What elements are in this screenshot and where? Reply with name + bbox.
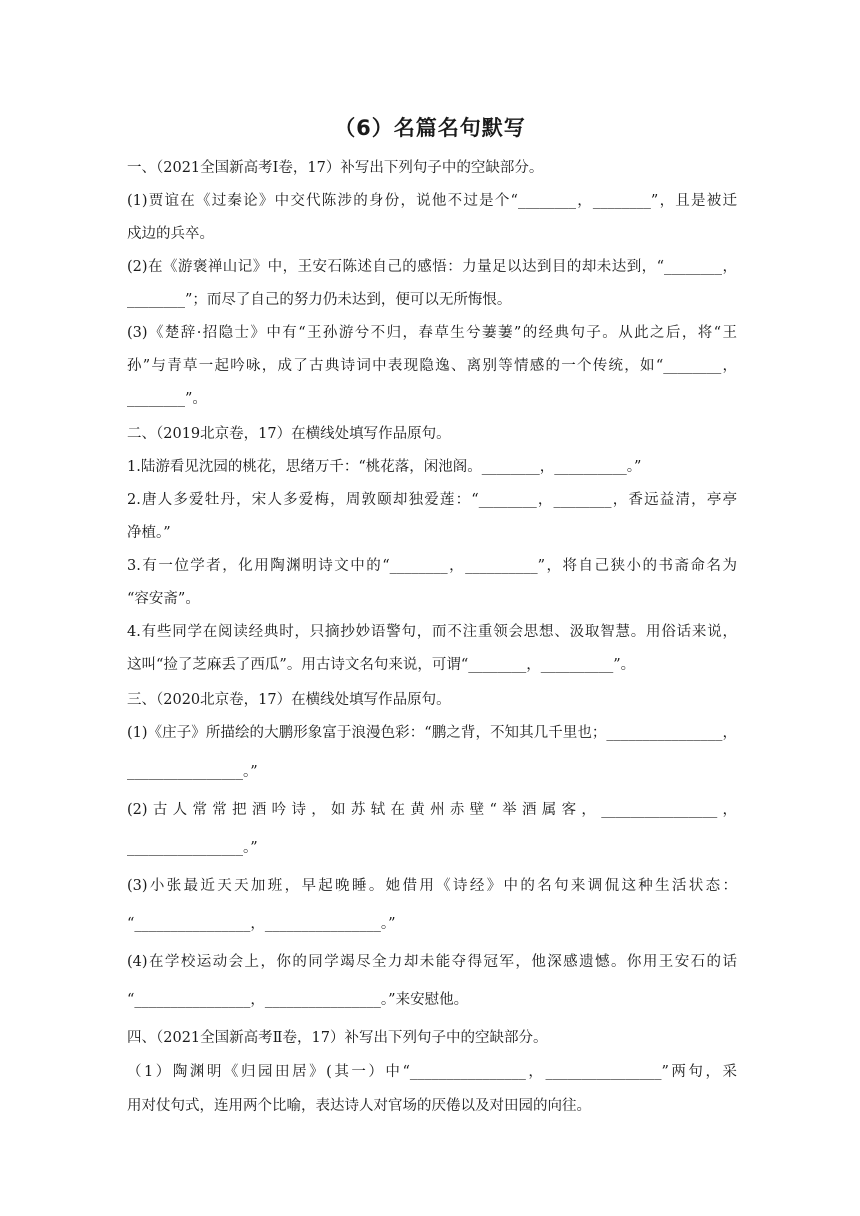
question-line: (3)小张最近天天加班，早起晚睡。她借用《诗经》中的名句来调侃这种生活状态： <box>127 878 737 894</box>
question-line: ________”。 <box>127 391 207 407</box>
question-line: ________________。” <box>127 840 258 856</box>
question-line: “容安斋”。 <box>127 591 200 607</box>
question-line: (4)在学校运动会上，你的同学竭尽全力却未能夺得冠军，他深感遗憾。你用王安石的话 <box>127 954 737 970</box>
question-line: 3.有一位学者，化用陶渊明诗文中的“________，__________”，将自己狭小的书斋命名为 <box>127 558 737 574</box>
section-heading: 三、（2020北京卷，17）在横线处填写作品原句。 <box>127 692 451 708</box>
question-line: (1)《庄子》所描绘的大鹏形象富于浪漫色彩：“鹏之背，不知其几千里也；________________， <box>127 725 737 741</box>
question-line: 孙”与青草一起吟咏，成了古典诗词中表现隐逸、离别等情感的一个传统，如“________， <box>127 358 737 374</box>
question-line: “________________，________________。”来安慰他。 <box>127 992 469 1008</box>
question-line: 用对仗句式，连用两个比喻，表达诗人对官场的厌倦以及对田园的向往。 <box>127 1098 591 1114</box>
question-line: (2)在《游褒禅山记》中，王安石陈述自己的感悟：力量足以达到目的却未达到，“________， <box>127 259 737 275</box>
question-line: ________”；而尽了自己的努力仍未达到，便可以无所悔恨。 <box>127 292 512 308</box>
question-line: “________________，________________。” <box>127 916 396 932</box>
question-line: 4.有些同学在阅读经典时，只摘抄妙语警句，而不注重领会思想、汲取智慧。用俗话来说， <box>127 624 737 640</box>
question-line: 2.唐人多爱牡丹，宋人多爱梅，周敦颐却独爱莲：“________，________，香远益清，亭亭 <box>127 492 737 508</box>
question-line: 1.陆游看见沈园的桃花，思绪万千：“桃花落，闲池阁。________，__________。” <box>127 459 642 475</box>
question-line: 这叫“捡了芝麻丢了西瓜”。用古诗文名句来说，可谓“________，__________”。 <box>127 657 636 673</box>
question-line: ________________。” <box>127 764 258 780</box>
question-line: 净植。” <box>127 525 171 541</box>
question-line: (3)《楚辞·招隐士》中有“王孙游兮不归，春草生兮萋萋”的经典句子。从此之后，将“王 <box>127 325 737 341</box>
section-heading: 一、（2021全国新高考Ⅰ卷，17）补写出下列句子中的空缺部分。 <box>127 160 544 176</box>
question-line: (1)贾谊在《过秦论》中交代陈涉的身份，说他不过是个“________，________”，且是被迁 <box>127 193 737 209</box>
page-title: （6）名篇名句默写 <box>334 116 526 140</box>
question-line: 戍边的兵卒。 <box>127 226 214 242</box>
question-line: (2)古人常常把酒吟诗，如苏轼在黄州赤壁“举酒属客，________________， <box>127 802 737 818</box>
section-heading: 二、（2019北京卷，17）在横线处填写作品原句。 <box>127 426 451 442</box>
section-heading: 四、（2021全国新高考Ⅱ卷，17）补写出下列句子中的空缺部分。 <box>127 1030 548 1046</box>
question-line: （1）陶渊明《归园田居》(其一）中“________________，________________”两句，采 <box>127 1064 737 1080</box>
